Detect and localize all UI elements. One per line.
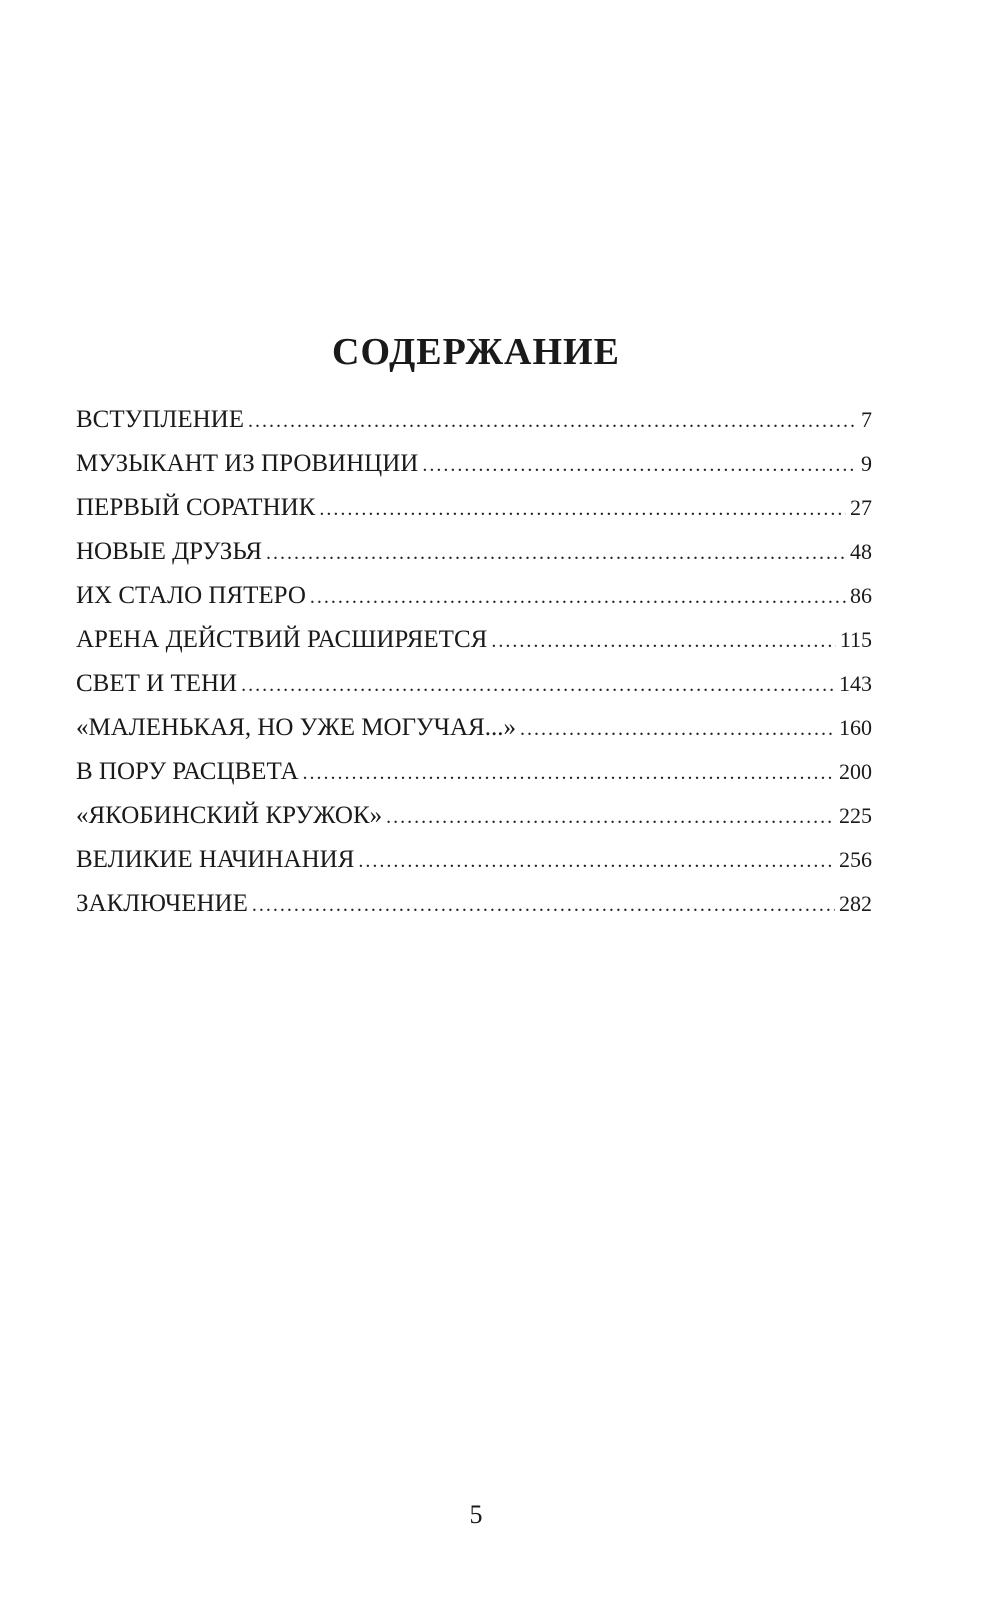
toc-entry-page: 143 xyxy=(839,671,872,696)
toc-entry-page: 282 xyxy=(839,891,872,916)
toc-entry-label: АРЕНА ДЕЙСТВИЙ РАСШИРЯЕТСЯ xyxy=(76,626,488,653)
toc-entry xyxy=(76,750,872,794)
dot-leader xyxy=(319,487,846,531)
dot-leader xyxy=(491,619,836,663)
toc-entry xyxy=(76,706,872,750)
toc-entry xyxy=(76,442,872,486)
dot-leader xyxy=(248,399,857,443)
toc-entry-label: «ЯКОБИНСКИЙ КРУЖОК» xyxy=(76,802,383,829)
toc-entry xyxy=(76,398,872,442)
toc-entry-label: ПЕРВЫЙ СОРАТНИК xyxy=(76,494,316,521)
dot-leader xyxy=(266,531,846,575)
toc-entry xyxy=(76,486,872,530)
dot-leader xyxy=(422,443,857,487)
toc-entry-page: 48 xyxy=(850,539,872,564)
toc-entry-page: 200 xyxy=(839,759,872,784)
toc-entry-page: 86 xyxy=(850,583,872,608)
dot-leader xyxy=(310,575,846,619)
toc-entry-label: МУЗЫКАНТ ИЗ ПРОВИНЦИИ xyxy=(76,450,419,477)
toc-entry-page: 7 xyxy=(861,407,872,432)
page-number: 5 xyxy=(469,1500,483,1529)
toc-entry-label: ВЕЛИКИЕ НАЧИНАНИЯ xyxy=(76,846,355,873)
toc-list xyxy=(76,398,872,926)
toc-entry-page: 115 xyxy=(839,627,872,652)
toc-entry-page: 256 xyxy=(839,847,872,872)
toc-entry xyxy=(76,574,872,618)
toc-entry-page: 9 xyxy=(861,451,872,476)
toc-entry xyxy=(76,794,872,838)
toc-entry-label: НОВЫЕ ДРУЗЬЯ xyxy=(76,538,263,565)
toc-entry-page: 225 xyxy=(839,803,872,828)
toc-entry-label: ВСТУПЛЕНИЕ xyxy=(76,406,244,433)
toc-entry-label: «МАЛЕНЬКАЯ, НО УЖЕ МОГУЧАЯ...» xyxy=(76,714,516,741)
toc-entry-label: ИХ СТАЛО ПЯТЕРО xyxy=(76,582,306,609)
dot-leader xyxy=(358,839,835,883)
toc-entry-page: 27 xyxy=(850,495,872,520)
dot-leader xyxy=(303,751,835,795)
dot-leader xyxy=(241,663,835,707)
toc-entry xyxy=(76,530,872,574)
toc-entry-label: В ПОРУ РАСЦВЕТА xyxy=(76,758,299,785)
toc-entry-label: СВЕТ И ТЕНИ xyxy=(76,670,238,697)
dot-leader xyxy=(520,707,835,751)
toc-entry xyxy=(76,838,872,882)
toc-entry xyxy=(76,618,872,662)
dot-leader xyxy=(386,795,835,839)
toc-entry-label: ЗАКЛЮЧЕНИЕ xyxy=(76,890,248,917)
dot-leader xyxy=(252,883,835,927)
toc-title: СОДЕРЖАНИЕ xyxy=(332,331,620,373)
toc-entry-page: 160 xyxy=(839,715,872,740)
toc-entry xyxy=(76,882,872,926)
toc-entry xyxy=(76,662,872,706)
